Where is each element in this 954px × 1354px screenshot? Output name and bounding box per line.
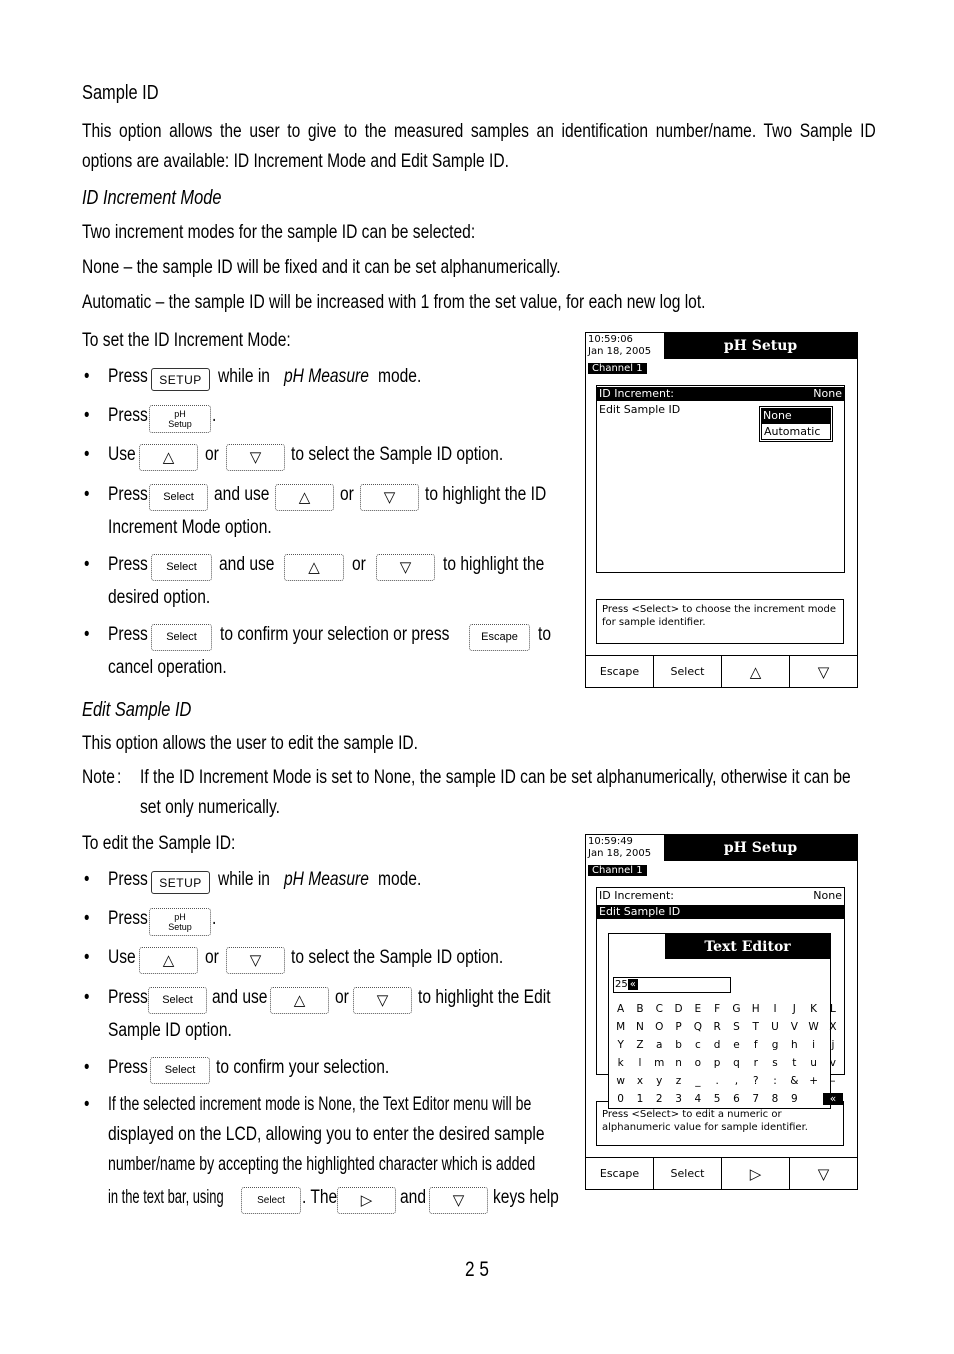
grid-char: F — [714, 1003, 721, 1015]
grid-char: J — [792, 1003, 796, 1015]
popup-option-none: None — [761, 408, 831, 423]
grid-char: l — [638, 1057, 642, 1069]
edit-b5-text-a: Press — [108, 1057, 148, 1078]
ph-key-line2: Setup — [168, 419, 192, 429]
right-arrow-key — [337, 1187, 396, 1214]
edit-b6-line-4a: in the text bar, using — [108, 1187, 224, 1208]
edit-b4-text-a: Press — [108, 987, 148, 1008]
lcd-row-id-increment — [597, 889, 844, 903]
edit-b1-text-b: while in — [218, 869, 270, 890]
fkey-down: ▽ — [817, 1164, 830, 1183]
row-label: ID Increment: — [599, 889, 674, 902]
inc-b1-text-b: while in — [218, 366, 270, 387]
grid-char: Y — [617, 1039, 624, 1051]
lcd-time: 10:59:49 — [588, 836, 633, 847]
inc-b1-text-a: Press — [108, 366, 148, 387]
text-editor-input — [613, 977, 731, 993]
right-arrow-icon: ▷ — [360, 1192, 373, 1209]
ph-setup-key — [149, 908, 211, 936]
edit-b4-text-d: to highlight the Edit — [418, 987, 551, 1008]
lcd-clock — [588, 334, 651, 358]
inc-b4-text-e: Increment Mode option. — [108, 517, 272, 538]
grid-char: C — [655, 1003, 663, 1015]
edit-b1-text-a: Press — [108, 869, 148, 890]
bullet: • — [84, 869, 90, 890]
grid-char: I — [773, 1003, 777, 1015]
note-line-1: If the ID Increment Mode is set to None, the sample ID can be set alphanumerically, otherwise it can be — [140, 767, 851, 788]
up-arrow-icon: △ — [298, 489, 311, 506]
fkey-up: △ — [722, 656, 790, 687]
inc-b4-text-d: to highlight the ID — [425, 484, 547, 505]
inc-b5-text-b: and use — [219, 554, 275, 575]
edit-b6-line-2: displayed on the LCD, allowing you to enter the desired sample — [108, 1124, 545, 1145]
down-arrow-icon: ▽ — [452, 1192, 465, 1209]
grid-char: k — [617, 1057, 624, 1069]
inc-paragraph-3: Automatic – the sample ID will be increased with 1 from the set value, for each new log lot. — [82, 292, 706, 313]
grid-char: c — [694, 1039, 701, 1051]
text-editor-title: Text Editor — [665, 934, 830, 959]
grid-char: 4 — [694, 1093, 702, 1105]
grid-char: Z — [636, 1039, 644, 1051]
subheading-id-increment: ID Increment Mode — [82, 187, 222, 209]
ph-setup-key — [149, 405, 211, 433]
grid-char: S — [733, 1021, 740, 1033]
section-heading: Sample ID — [82, 82, 159, 104]
up-arrow-icon: △ — [308, 559, 320, 576]
inc-b2-text-a: Press — [108, 405, 148, 426]
inc-b6-text-c: to — [538, 624, 552, 645]
edit-b1-text-d: mode. — [378, 869, 422, 890]
grid-char: Q — [693, 1021, 702, 1033]
inc-b3-text-b: or — [205, 444, 219, 465]
ph-key-line1: pH — [174, 912, 186, 922]
up-arrow-key — [139, 444, 198, 471]
grid-char: p — [713, 1057, 721, 1069]
up-arrow-icon: △ — [293, 992, 306, 1009]
grid-row — [611, 1054, 843, 1072]
down-arrow-key — [360, 484, 419, 511]
character-grid — [611, 1000, 843, 1108]
down-arrow-key — [226, 947, 285, 974]
grid-char: E — [694, 1003, 702, 1015]
lcd-title: pH Setup — [664, 835, 857, 861]
inc-paragraph-2: None – the sample ID will be fixed and it can be set alphanumerically. — [82, 257, 561, 278]
edit-b4-text-b: and use — [212, 987, 268, 1008]
page-number: 2 5 — [465, 1258, 489, 1281]
grid-char: V — [790, 1021, 798, 1033]
edit-b6-line-4c: and — [400, 1187, 426, 1208]
grid-char: , — [734, 1075, 739, 1087]
grid-char: 7 — [752, 1093, 760, 1105]
bullet: • — [84, 1057, 90, 1078]
grid-char: b — [675, 1039, 682, 1051]
grid-char: T — [752, 1021, 759, 1033]
grid-char: _ — [695, 1075, 701, 1087]
lcd-row-id-increment — [597, 387, 844, 401]
lcd-message: Press <Select> to edit a numeric or alphanumeric value for sample identifier. — [596, 1101, 844, 1146]
select-key: Select — [149, 484, 208, 511]
grid-char: m — [654, 1057, 665, 1069]
lcd-title: pH Setup — [664, 333, 857, 359]
edit-b6-line-3: number/name by accepting the highlighted character which is added — [108, 1154, 536, 1175]
bullet: • — [84, 1094, 90, 1115]
grid-char: G — [732, 1003, 741, 1015]
edit-b3-text-b: or — [205, 947, 219, 968]
lcd-function-bar — [586, 655, 857, 687]
edit-b2-text-b: . — [212, 908, 217, 929]
grid-char: D — [674, 1003, 683, 1015]
inc-paragraph-4: To set the ID Increment Mode: — [82, 330, 291, 351]
lcd-function-bar — [586, 1157, 857, 1189]
grid-char: H — [751, 1003, 760, 1015]
select-key: Select — [151, 554, 212, 581]
input-value: 25 — [615, 979, 628, 990]
lcd-date: Jan 18, 2005 — [588, 848, 652, 859]
bullet: • — [84, 908, 90, 929]
down-arrow-icon: ▽ — [383, 489, 396, 506]
grid-row — [611, 1072, 843, 1090]
edit-b6-line-4d: keys help — [493, 1187, 559, 1208]
grid-char: P — [675, 1021, 682, 1033]
edit-b4-text-c: or — [335, 987, 349, 1008]
lcd-time: 10:59:06 — [588, 334, 633, 345]
inc-b4-text-c: or — [340, 484, 354, 505]
bullet: • — [84, 554, 90, 575]
grid-char: 0 — [617, 1093, 624, 1105]
grid-char: v — [829, 1057, 837, 1069]
grid-char: 6 — [733, 1093, 740, 1105]
up-arrow-key — [275, 484, 334, 511]
grid-char: . — [715, 1075, 719, 1087]
up-arrow-key — [139, 947, 198, 974]
lcd-date: Jan 18, 2005 — [588, 346, 652, 357]
grid-char: q — [733, 1057, 740, 1069]
grid-char: M — [616, 1021, 626, 1033]
grid-char: o — [694, 1057, 702, 1069]
edit-b5-text-b: to confirm your selection. — [216, 1057, 390, 1078]
inc-paragraph-1: Two increment modes for the sample ID can be selected: — [82, 222, 476, 243]
intro-paragraph: This option allows the user to give to the measured samples an identification number/name. Two Sample ID options are available: ID Increment Mode and Edit Sample ID. — [82, 121, 876, 172]
row-label: Edit Sample ID — [599, 403, 681, 416]
inc-b6-text-a: Press — [108, 624, 148, 645]
bullet: • — [84, 366, 90, 387]
up-arrow-icon: △ — [162, 952, 175, 969]
edit-b1-text-c: pH Measure — [284, 869, 369, 890]
bullet: • — [84, 405, 90, 426]
inc-b5-text-c: or — [352, 554, 366, 575]
down-arrow-key — [376, 554, 435, 581]
fkey-right: ▷ — [722, 1158, 790, 1189]
row-label: Edit Sample ID — [599, 905, 681, 918]
text-editor-dialog — [608, 933, 837, 1109]
grid-char: & — [790, 1075, 799, 1087]
grid-char: d — [713, 1039, 721, 1051]
grid-char: : — [773, 1075, 777, 1087]
grid-char: L — [829, 1003, 836, 1015]
inc-b5-text-a: Press — [108, 554, 148, 575]
up-arrow-icon: △ — [162, 449, 175, 466]
grid-char: ? — [752, 1075, 759, 1087]
grid-char: R — [713, 1021, 721, 1033]
grid-char: W — [808, 1021, 819, 1033]
select-key: Select — [150, 1057, 210, 1084]
grid-char: f — [753, 1039, 758, 1051]
down-arrow-icon: ▽ — [399, 559, 412, 576]
ph-key-line1: pH — [174, 409, 186, 419]
lcd-row-edit-sample-id — [597, 905, 844, 919]
row-label: ID Increment: — [599, 387, 674, 400]
inc-b1-text-c: pH Measure — [284, 366, 369, 387]
popup-option-automatic: Automatic — [761, 423, 831, 440]
input-cursor: « — [629, 979, 636, 990]
grid-char: j — [831, 1039, 835, 1051]
grid-char: 2 — [655, 1093, 663, 1105]
down-arrow-key — [226, 444, 285, 471]
grid-char: U — [771, 1021, 779, 1033]
edit-b4-text-e: Sample ID option. — [108, 1020, 232, 1041]
grid-char: 5 — [713, 1093, 721, 1105]
grid-char: 3 — [675, 1093, 682, 1105]
grid-char: A — [617, 1003, 625, 1015]
lcd-channel: Channel 1 — [588, 363, 647, 374]
inc-b4-text-a: Press — [108, 484, 148, 505]
note-line-2: set only numerically. — [140, 797, 280, 818]
inc-b6-text-d: cancel operation. — [108, 657, 227, 678]
bullet: • — [84, 484, 90, 505]
bullet: • — [84, 624, 90, 645]
grid-char: h — [790, 1039, 798, 1051]
grid-char: i — [812, 1039, 816, 1051]
down-arrow-key — [353, 987, 412, 1014]
lcd-option-popup — [759, 406, 833, 442]
fkey-select: Select — [654, 1158, 722, 1189]
inc-b2-text-b: . — [212, 405, 217, 426]
row-value: None — [813, 889, 842, 902]
grid-char: 9 — [790, 1093, 798, 1105]
inc-b5-text-e: desired option. — [108, 587, 211, 608]
setup-key: SETUP — [151, 871, 210, 894]
fkey-select: Select — [654, 656, 722, 687]
inc-b4-text-b: and use — [214, 484, 270, 505]
edit-b3-text-c: to select the Sample ID option. — [291, 947, 504, 968]
edit-b6-line-1: If the selected increment mode is None, the Text Editor menu will be — [108, 1094, 532, 1115]
down-arrow-key — [429, 1187, 488, 1214]
up-arrow-key — [284, 554, 344, 581]
down-arrow-icon: ▽ — [249, 952, 262, 969]
grid-char: u — [810, 1057, 817, 1069]
grid-char: n — [675, 1057, 682, 1069]
grid-char: + — [809, 1075, 819, 1087]
inc-b3-text-a: Use — [108, 444, 136, 465]
grid-char: x — [636, 1075, 644, 1087]
escape-key: Escape — [469, 624, 530, 651]
grid-char-selected: « — [823, 1093, 842, 1105]
grid-char: z — [675, 1075, 682, 1087]
down-arrow-icon: ▽ — [249, 449, 262, 466]
grid-char: B — [636, 1003, 644, 1015]
ph-key-line2: Setup — [168, 922, 192, 932]
grid-char: 8 — [771, 1093, 779, 1105]
lcd-screen-text-editor — [585, 834, 858, 1190]
grid-char: w — [616, 1075, 625, 1087]
lcd-message: Press <Select> to choose the increment mode for sample identifier. — [596, 599, 844, 644]
grid-char: X — [829, 1021, 837, 1033]
grid-char: K — [810, 1003, 818, 1015]
lcd-menu-panel — [596, 385, 845, 573]
subheading-edit-sample-id: Edit Sample ID — [82, 699, 192, 721]
grid-char: N — [636, 1021, 644, 1033]
bullet: • — [84, 947, 90, 968]
edit-b2-text-a: Press — [108, 908, 148, 929]
grid-row — [611, 1090, 843, 1108]
grid-char: y — [656, 1075, 663, 1087]
select-key: Select — [148, 987, 207, 1014]
select-key: Select — [151, 624, 212, 651]
bullet: • — [84, 444, 90, 465]
lcd-clock — [588, 836, 651, 860]
grid-row — [611, 1000, 843, 1018]
note-colon: : — [117, 767, 122, 788]
lcd-channel: Channel 1 — [588, 865, 647, 876]
setup-key: SETUP — [151, 368, 210, 391]
fkey-escape: Escape — [586, 656, 654, 687]
up-arrow-key — [270, 987, 329, 1014]
fkey-down: ▽ — [817, 662, 830, 681]
edit-paragraph-1: This option allows the user to edit the sample ID. — [82, 733, 419, 754]
inc-b1-text-d: mode. — [378, 366, 422, 387]
grid-char: s — [772, 1057, 778, 1069]
grid-char: 1 — [636, 1093, 644, 1105]
down-arrow-icon: ▽ — [376, 992, 389, 1009]
edit-b6-line-4b: . The — [302, 1187, 338, 1208]
inc-b5-text-d: to highlight the — [443, 554, 545, 575]
grid-row — [611, 1036, 843, 1054]
grid-char: r — [753, 1057, 758, 1069]
note-label: Note — [82, 767, 115, 788]
grid-char: – — [830, 1075, 836, 1087]
grid-char: a — [656, 1039, 663, 1051]
lcd-screen-increment — [585, 332, 858, 688]
inc-b3-text-c: to select the Sample ID option. — [291, 444, 504, 465]
grid-row — [611, 1018, 843, 1036]
row-value: None — [813, 387, 842, 400]
inc-b6-text-b: to confirm your selection or press — [220, 624, 450, 645]
edit-paragraph-2: To edit the Sample ID: — [82, 833, 236, 854]
grid-char: t — [792, 1057, 797, 1069]
fkey-escape: Escape — [586, 1158, 654, 1189]
bullet: • — [84, 987, 90, 1008]
edit-b3-text-a: Use — [108, 947, 136, 968]
grid-char: g — [771, 1039, 779, 1051]
grid-char: O — [655, 1021, 664, 1033]
select-key: Select — [241, 1187, 301, 1214]
grid-char: e — [733, 1039, 740, 1051]
